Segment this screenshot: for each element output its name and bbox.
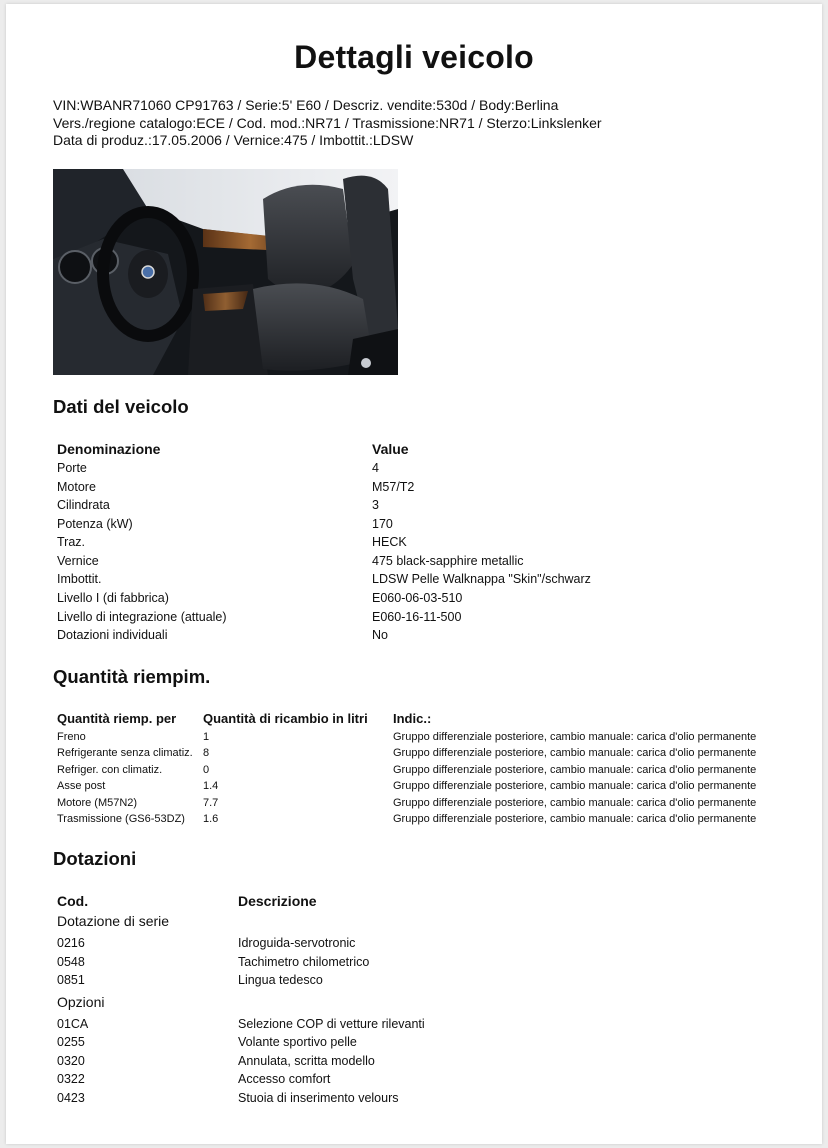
row-description: Idroguida-servotronic <box>238 936 356 950</box>
row-description: Lingua tedesco <box>238 973 323 987</box>
row-value: HECK <box>372 535 407 549</box>
column-header-code: Cod. <box>57 893 89 909</box>
row-value: 3 <box>372 498 379 512</box>
row-value: No <box>372 628 388 642</box>
row-description: Stuoia di inserimento velours <box>238 1091 399 1105</box>
column-header-qty: Quantità di ricambio in litri <box>203 711 368 726</box>
row-qty: 1.4 <box>203 780 219 792</box>
row-code: 0216 <box>57 936 85 950</box>
group-label-options: Opzioni <box>57 994 105 1010</box>
row-name: Livello I (di fabbrica) <box>57 591 169 605</box>
column-header-description: Descrizione <box>238 893 317 909</box>
row-note: Gruppo differenziale posteriore, cambio manuale: carica d'olio permanente <box>393 813 757 825</box>
row-description: Accesso comfort <box>238 1072 331 1086</box>
row-name: Vernice <box>57 554 99 568</box>
row-item: Refrigerante senza climatiz. <box>57 747 193 759</box>
vehicle-data-heading: Dati del veicolo <box>53 396 189 417</box>
column-header-value: Value <box>372 441 409 457</box>
row-value: M57/T2 <box>372 480 415 494</box>
equipment-heading: Dotazioni <box>53 848 137 869</box>
column-header-note: Indic.: <box>393 711 432 726</box>
row-code: 0322 <box>57 1072 85 1086</box>
column-header-name: Denominazione <box>57 441 161 457</box>
row-code: 0255 <box>57 1035 85 1049</box>
row-code: 01CA <box>57 1017 89 1031</box>
row-qty: 1 <box>203 731 210 743</box>
row-name: Cilindrata <box>57 498 110 512</box>
meta-line-catalog: Vers./regione catalogo:ECE / Cod. mod.:NR71 / Trasmissione:NR71 / Sterzo:Linkslenker <box>53 114 602 131</box>
row-description: Tachimetro chilometrico <box>238 955 370 969</box>
row-code: 0320 <box>57 1054 85 1068</box>
row-qty: 1.6 <box>203 813 219 825</box>
row-item: Trasmissione (GS6-53DZ) <box>57 813 185 825</box>
row-value: 475 black-sapphire metallic <box>372 554 524 568</box>
row-value: 170 <box>372 517 393 531</box>
document-page <box>6 4 822 1144</box>
row-note: Gruppo differenziale posteriore, cambio manuale: carica d'olio permanente <box>393 780 757 792</box>
row-code: 0851 <box>57 973 85 987</box>
group-label-standard: Dotazione di serie <box>57 913 170 929</box>
row-code: 0548 <box>57 955 85 969</box>
row-qty: 8 <box>203 747 210 759</box>
row-name: Imbottit. <box>57 572 102 586</box>
row-item: Freno <box>57 731 86 743</box>
row-value: E060-06-03-510 <box>372 591 463 605</box>
row-item: Asse post <box>57 780 106 792</box>
vehicle-meta <box>53 97 602 150</box>
row-note: Gruppo differenziale posteriore, cambio manuale: carica d'olio permanente <box>393 747 757 759</box>
row-name: Motore <box>57 480 96 494</box>
row-name: Dotazioni individuali <box>57 628 168 642</box>
row-code: 0423 <box>57 1091 85 1105</box>
row-value: LDSW Pelle Walknappa "Skin"/schwarz <box>372 572 591 586</box>
row-name: Traz. <box>57 535 86 549</box>
row-value: E060-16-11-500 <box>372 610 462 624</box>
row-name: Livello di integrazione (attuale) <box>57 610 227 624</box>
meta-line-vin: VIN:WBANR71060 CP91763 / Serie:5' E60 / Descriz. vendite:530d / Body:Berlina <box>53 97 559 113</box>
fill-quantities-heading: Quantità riempim. <box>53 666 211 687</box>
row-item: Refriger. con climatiz. <box>57 764 163 776</box>
row-description: Annulata, scritta modello <box>238 1054 375 1068</box>
row-note: Gruppo differenziale posteriore, cambio manuale: carica d'olio permanente <box>393 797 757 809</box>
row-qty: 7.7 <box>203 797 219 809</box>
row-description: Volante sportivo pelle <box>238 1035 357 1049</box>
row-name: Potenza (kW) <box>57 517 133 531</box>
meta-line-production: Data di produz.:17.05.2006 / Vernice:475 / Imbottit.:LDSW <box>53 132 414 148</box>
row-value: 4 <box>372 461 379 475</box>
row-note: Gruppo differenziale posteriore, cambio manuale: carica d'olio permanente <box>393 764 757 776</box>
row-name: Porte <box>57 461 87 475</box>
row-description: Selezione COP di vetture rilevanti <box>238 1017 425 1031</box>
vehicle-interior-photo <box>53 169 398 375</box>
row-item: Motore (M57N2) <box>57 797 138 809</box>
row-qty: 0 <box>203 764 210 776</box>
row-note: Gruppo differenziale posteriore, cambio manuale: carica d'olio permanente <box>393 731 757 743</box>
column-header-item: Quantità riemp. per <box>57 711 177 726</box>
page-title: Dettagli veicolo <box>294 39 534 75</box>
